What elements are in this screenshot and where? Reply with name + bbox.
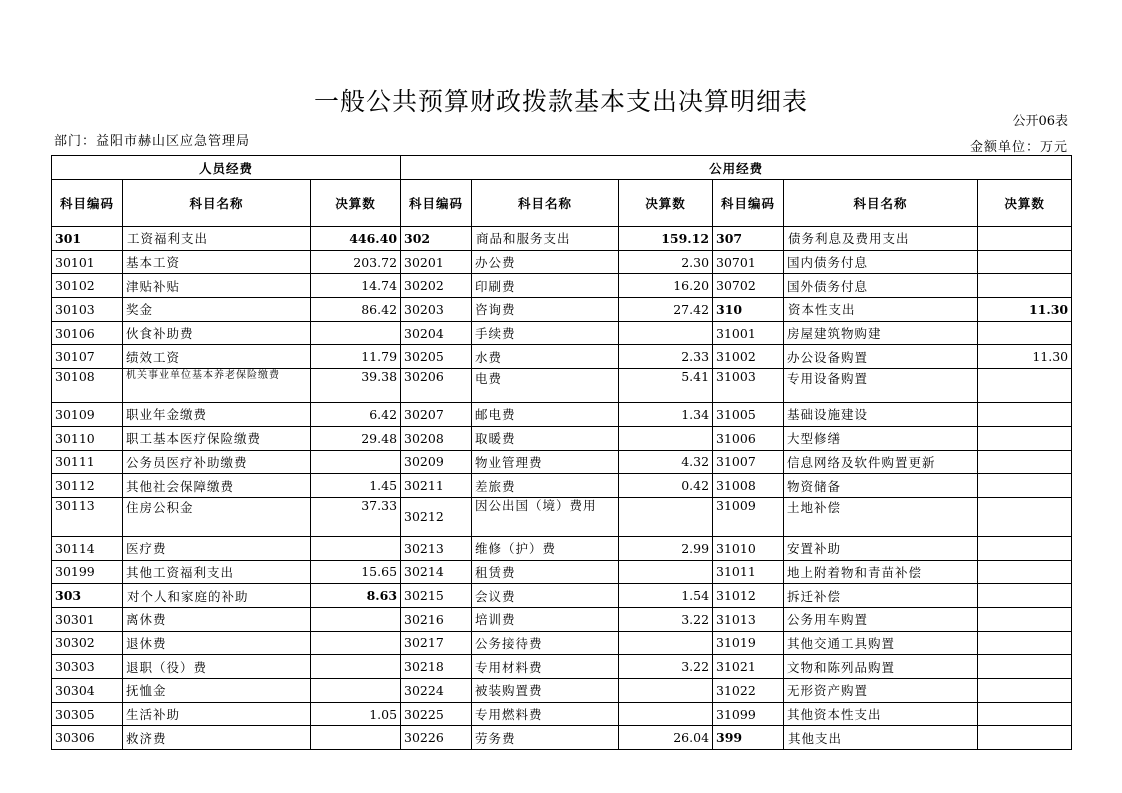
amount-cell bbox=[978, 497, 1072, 536]
subject-name-cell: 无形资产购置 bbox=[784, 679, 978, 703]
table-row bbox=[52, 726, 1072, 750]
col-header-code: 科目编码 bbox=[713, 180, 784, 227]
subject-name-cell: 抚恤金 bbox=[123, 679, 311, 703]
amount-cell: 0.42 bbox=[619, 474, 713, 498]
subject-name-cell: 债务利息及费用支出 bbox=[784, 227, 978, 251]
subject-code-cell: 303 bbox=[52, 584, 123, 608]
page-title: 一般公共预算财政拨款基本支出决算明细表 bbox=[313, 87, 808, 116]
subject-name-cell: 国内债务付息 bbox=[784, 250, 978, 274]
amount-cell bbox=[311, 321, 401, 345]
amount-cell: 1.05 bbox=[311, 702, 401, 726]
table-row bbox=[52, 584, 1072, 608]
amount-cell bbox=[978, 403, 1072, 427]
subject-code-cell: 30207 bbox=[401, 403, 472, 427]
table-row bbox=[52, 607, 1072, 631]
subject-name-cell: 拆迁补偿 bbox=[784, 584, 978, 608]
amount-cell: 2.30 bbox=[619, 250, 713, 274]
table-row bbox=[52, 298, 1072, 322]
subject-name-cell: 物资储备 bbox=[784, 474, 978, 498]
subject-code-cell: 30304 bbox=[52, 679, 123, 703]
amount-cell: 11.79 bbox=[311, 345, 401, 369]
amount-cell: 37.33 bbox=[311, 497, 401, 536]
subject-name-cell: 办公费 bbox=[472, 250, 619, 274]
amount-cell: 3.22 bbox=[619, 607, 713, 631]
subject-name-cell: 邮电费 bbox=[472, 403, 619, 427]
amount-cell bbox=[311, 655, 401, 679]
subject-name-cell: 印刷费 bbox=[472, 274, 619, 298]
col-header-name: 科目名称 bbox=[123, 180, 311, 227]
subject-code-cell: 30209 bbox=[401, 450, 472, 474]
amount-cell bbox=[311, 607, 401, 631]
subject-name-cell: 对个人和家庭的补助 bbox=[123, 584, 311, 608]
subject-code-cell: 31005 bbox=[713, 403, 784, 427]
amount-cell: 203.72 bbox=[311, 250, 401, 274]
subject-code-cell: 31012 bbox=[713, 584, 784, 608]
subject-code-cell: 30102 bbox=[52, 274, 123, 298]
subject-name-cell: 专用材料费 bbox=[472, 655, 619, 679]
subject-name-cell: 地上附着物和青苗补偿 bbox=[784, 560, 978, 584]
subject-name-cell: 离休费 bbox=[123, 607, 311, 631]
subject-code-cell: 31021 bbox=[713, 655, 784, 679]
amount-cell bbox=[978, 227, 1072, 251]
subject-code-cell: 30199 bbox=[52, 560, 123, 584]
table-row bbox=[52, 345, 1072, 369]
subject-name-cell: 职业年金缴费 bbox=[123, 403, 311, 427]
col-header-code: 科目编码 bbox=[401, 180, 472, 227]
form-number: 公开06表 bbox=[1012, 114, 1068, 129]
subject-name-cell: 住房公积金 bbox=[123, 497, 311, 536]
subject-name-cell: 水费 bbox=[472, 345, 619, 369]
subject-code-cell: 30212 bbox=[401, 497, 472, 536]
amount-cell bbox=[978, 655, 1072, 679]
subject-code-cell: 30303 bbox=[52, 655, 123, 679]
subject-code-cell: 30114 bbox=[52, 536, 123, 560]
col-header-amount: 决算数 bbox=[978, 180, 1072, 227]
subject-code-cell: 302 bbox=[401, 227, 472, 251]
amount-cell bbox=[311, 631, 401, 655]
subject-code-cell: 31022 bbox=[713, 679, 784, 703]
subject-code-cell: 30113 bbox=[52, 497, 123, 536]
subject-code-cell: 30204 bbox=[401, 321, 472, 345]
subject-name-cell: 维修（护）费 bbox=[472, 536, 619, 560]
amount-cell: 159.12 bbox=[619, 227, 713, 251]
subject-code-cell: 30201 bbox=[401, 250, 472, 274]
amount-cell: 1.45 bbox=[311, 474, 401, 498]
amount-cell bbox=[311, 450, 401, 474]
subject-name-cell: 手续费 bbox=[472, 321, 619, 345]
subject-code-cell: 30103 bbox=[52, 298, 123, 322]
subject-name-cell: 基本工资 bbox=[123, 250, 311, 274]
amount-cell bbox=[311, 726, 401, 750]
amount-cell bbox=[978, 679, 1072, 703]
table-row bbox=[52, 403, 1072, 427]
subject-name-cell: 机关事业单位基本养老保险缴费 bbox=[123, 369, 311, 403]
amount-cell: 2.99 bbox=[619, 536, 713, 560]
subject-name-cell: 商品和服务支出 bbox=[472, 227, 619, 251]
subject-name-cell: 公务接待费 bbox=[472, 631, 619, 655]
amount-cell: 5.41 bbox=[619, 369, 713, 403]
subject-code-cell: 30216 bbox=[401, 607, 472, 631]
amount-cell bbox=[978, 584, 1072, 608]
amount-cell: 11.30 bbox=[978, 345, 1072, 369]
subject-code-cell: 31013 bbox=[713, 607, 784, 631]
subject-name-cell: 资本性支出 bbox=[784, 298, 978, 322]
subject-code-cell: 30213 bbox=[401, 536, 472, 560]
subject-code-cell: 310 bbox=[713, 298, 784, 322]
subject-name-cell: 其他社会保障缴费 bbox=[123, 474, 311, 498]
amount-cell: 8.63 bbox=[311, 584, 401, 608]
subject-name-cell: 租赁费 bbox=[472, 560, 619, 584]
table-row bbox=[52, 250, 1072, 274]
table-row bbox=[52, 560, 1072, 584]
subject-name-cell: 信息网络及软件购置更新 bbox=[784, 450, 978, 474]
amount-cell bbox=[978, 426, 1072, 450]
subject-code-cell: 30225 bbox=[401, 702, 472, 726]
subject-name-cell: 文物和陈列品购置 bbox=[784, 655, 978, 679]
amount-cell bbox=[978, 631, 1072, 655]
amount-cell: 3.22 bbox=[619, 655, 713, 679]
subject-code-cell: 30211 bbox=[401, 474, 472, 498]
amount-cell bbox=[978, 702, 1072, 726]
amount-cell bbox=[978, 726, 1072, 750]
subject-name-cell: 物业管理费 bbox=[472, 450, 619, 474]
subject-name-cell: 退职（役）费 bbox=[123, 655, 311, 679]
amount-cell: 1.34 bbox=[619, 403, 713, 427]
subject-name-cell: 其他资本性支出 bbox=[784, 702, 978, 726]
subject-name-cell: 医疗费 bbox=[123, 536, 311, 560]
amount-cell bbox=[978, 474, 1072, 498]
amount-cell bbox=[978, 607, 1072, 631]
subject-code-cell: 30203 bbox=[401, 298, 472, 322]
col-header-name: 科目名称 bbox=[472, 180, 619, 227]
subject-name-cell: 其他交通工具购置 bbox=[784, 631, 978, 655]
amount-cell: 15.65 bbox=[311, 560, 401, 584]
subject-name-cell: 差旅费 bbox=[472, 474, 619, 498]
table-row bbox=[52, 450, 1072, 474]
amount-cell bbox=[619, 560, 713, 584]
amount-cell: 26.04 bbox=[619, 726, 713, 750]
table-row bbox=[52, 679, 1072, 703]
amount-cell bbox=[978, 536, 1072, 560]
subject-code-cell: 30702 bbox=[713, 274, 784, 298]
amount-cell bbox=[978, 321, 1072, 345]
subject-code-cell: 31003 bbox=[713, 369, 784, 403]
subject-code-cell: 31002 bbox=[713, 345, 784, 369]
subject-name-cell: 伙食补助费 bbox=[123, 321, 311, 345]
subject-code-cell: 31006 bbox=[713, 426, 784, 450]
amount-cell: 4.32 bbox=[619, 450, 713, 474]
subject-code-cell: 30111 bbox=[52, 450, 123, 474]
subject-name-cell: 咨询费 bbox=[472, 298, 619, 322]
subject-code-cell: 31019 bbox=[713, 631, 784, 655]
subject-code-cell: 30302 bbox=[52, 631, 123, 655]
subject-code-cell: 30215 bbox=[401, 584, 472, 608]
subject-name-cell: 公务员医疗补助缴费 bbox=[123, 450, 311, 474]
subject-code-cell: 30101 bbox=[52, 250, 123, 274]
amount-cell: 27.42 bbox=[619, 298, 713, 322]
subject-code-cell: 30701 bbox=[713, 250, 784, 274]
table-row bbox=[52, 321, 1072, 345]
subject-code-cell: 30106 bbox=[52, 321, 123, 345]
subject-name-cell: 大型修缮 bbox=[784, 426, 978, 450]
subject-code-cell: 31011 bbox=[713, 560, 784, 584]
amount-cell: 16.20 bbox=[619, 274, 713, 298]
subject-code-cell: 30218 bbox=[401, 655, 472, 679]
subject-code-cell: 30305 bbox=[52, 702, 123, 726]
subject-name-cell: 绩效工资 bbox=[123, 345, 311, 369]
group-header-personnel: 人员经费 bbox=[52, 156, 401, 180]
subject-name-cell: 其他支出 bbox=[784, 726, 978, 750]
table-body bbox=[52, 227, 1072, 750]
table-row bbox=[52, 369, 1072, 403]
amount-cell bbox=[311, 679, 401, 703]
subject-name-cell: 国外债务付息 bbox=[784, 274, 978, 298]
subject-name-cell: 劳务费 bbox=[472, 726, 619, 750]
subject-code-cell: 30306 bbox=[52, 726, 123, 750]
subject-code-cell: 31009 bbox=[713, 497, 784, 536]
subject-code-cell: 30205 bbox=[401, 345, 472, 369]
table-row bbox=[52, 274, 1072, 298]
table-row bbox=[52, 227, 1072, 251]
amount-cell bbox=[978, 274, 1072, 298]
col-header-code: 科目编码 bbox=[52, 180, 123, 227]
subject-code-cell: 301 bbox=[52, 227, 123, 251]
subject-name-cell: 奖金 bbox=[123, 298, 311, 322]
amount-cell bbox=[978, 369, 1072, 403]
amount-cell: 11.30 bbox=[978, 298, 1072, 322]
table-row bbox=[52, 536, 1072, 560]
amount-cell bbox=[619, 497, 713, 536]
col-header-amount: 决算数 bbox=[311, 180, 401, 227]
subject-name-cell: 安置补助 bbox=[784, 536, 978, 560]
amount-cell: 2.33 bbox=[619, 345, 713, 369]
amount-cell: 14.74 bbox=[311, 274, 401, 298]
subject-name-cell: 退休费 bbox=[123, 631, 311, 655]
subject-name-cell: 会议费 bbox=[472, 584, 619, 608]
subject-code-cell: 30108 bbox=[52, 369, 123, 403]
subject-name-cell: 房屋建筑物购建 bbox=[784, 321, 978, 345]
subject-name-cell: 被装购置费 bbox=[472, 679, 619, 703]
amount-cell bbox=[978, 560, 1072, 584]
amount-cell bbox=[619, 426, 713, 450]
subject-code-cell: 30112 bbox=[52, 474, 123, 498]
subject-code-cell: 31010 bbox=[713, 536, 784, 560]
table-row bbox=[52, 655, 1072, 679]
subject-code-cell: 30214 bbox=[401, 560, 472, 584]
col-header-name: 科目名称 bbox=[784, 180, 978, 227]
subject-code-cell: 30224 bbox=[401, 679, 472, 703]
subject-code-cell: 30107 bbox=[52, 345, 123, 369]
subject-code-cell: 31008 bbox=[713, 474, 784, 498]
subject-code-cell: 31099 bbox=[713, 702, 784, 726]
subject-name-cell: 职工基本医疗保险缴费 bbox=[123, 426, 311, 450]
col-header-amount: 决算数 bbox=[619, 180, 713, 227]
subject-code-cell: 31001 bbox=[713, 321, 784, 345]
amount-cell bbox=[619, 631, 713, 655]
department-label: 部门：益阳市赫山区应急管理局 bbox=[54, 134, 251, 149]
subject-name-cell: 救济费 bbox=[123, 726, 311, 750]
subject-code-cell: 30217 bbox=[401, 631, 472, 655]
subject-code-cell: 30110 bbox=[52, 426, 123, 450]
subject-name-cell: 电费 bbox=[472, 369, 619, 403]
amount-cell: 446.40 bbox=[311, 227, 401, 251]
subject-name-cell: 公务用车购置 bbox=[784, 607, 978, 631]
subject-code-cell: 30109 bbox=[52, 403, 123, 427]
subject-name-cell: 工资福利支出 bbox=[123, 227, 311, 251]
amount-cell bbox=[619, 702, 713, 726]
amount-cell bbox=[619, 679, 713, 703]
subject-code-cell: 31007 bbox=[713, 450, 784, 474]
group-header-public: 公用经费 bbox=[401, 156, 1072, 180]
amount-cell bbox=[311, 536, 401, 560]
subject-name-cell: 生活补助 bbox=[123, 702, 311, 726]
subject-name-cell: 取暖费 bbox=[472, 426, 619, 450]
amount-cell: 86.42 bbox=[311, 298, 401, 322]
table-row bbox=[52, 702, 1072, 726]
table-row bbox=[52, 631, 1072, 655]
amount-cell: 1.54 bbox=[619, 584, 713, 608]
amount-cell: 6.42 bbox=[311, 403, 401, 427]
subject-name-cell: 其他工资福利支出 bbox=[123, 560, 311, 584]
amount-cell: 29.48 bbox=[311, 426, 401, 450]
amount-cell bbox=[619, 321, 713, 345]
amount-cell bbox=[978, 250, 1072, 274]
table-row bbox=[52, 426, 1072, 450]
subject-name-cell: 津贴补贴 bbox=[123, 274, 311, 298]
subject-name-cell: 培训费 bbox=[472, 607, 619, 631]
subject-name-cell: 办公设备购置 bbox=[784, 345, 978, 369]
subject-code-cell: 399 bbox=[713, 726, 784, 750]
subject-name-cell: 专用设备购置 bbox=[784, 369, 978, 403]
subject-name-cell: 土地补偿 bbox=[784, 497, 978, 536]
subject-name-cell: 基础设施建设 bbox=[784, 403, 978, 427]
subject-name-cell: 因公出国（境）费用 bbox=[472, 497, 619, 536]
subject-code-cell: 307 bbox=[713, 227, 784, 251]
subject-code-cell: 30202 bbox=[401, 274, 472, 298]
subject-name-cell: 专用燃料费 bbox=[472, 702, 619, 726]
subject-code-cell: 30208 bbox=[401, 426, 472, 450]
amount-cell bbox=[978, 450, 1072, 474]
subject-code-cell: 30206 bbox=[401, 369, 472, 403]
table-row bbox=[52, 497, 1072, 536]
subject-code-cell: 30226 bbox=[401, 726, 472, 750]
table-row bbox=[52, 474, 1072, 498]
amount-unit-label: 金额单位：万元 bbox=[969, 140, 1068, 155]
amount-cell: 39.38 bbox=[311, 369, 401, 403]
subject-code-cell: 30301 bbox=[52, 607, 123, 631]
expenditure-detail-table bbox=[51, 155, 1072, 750]
